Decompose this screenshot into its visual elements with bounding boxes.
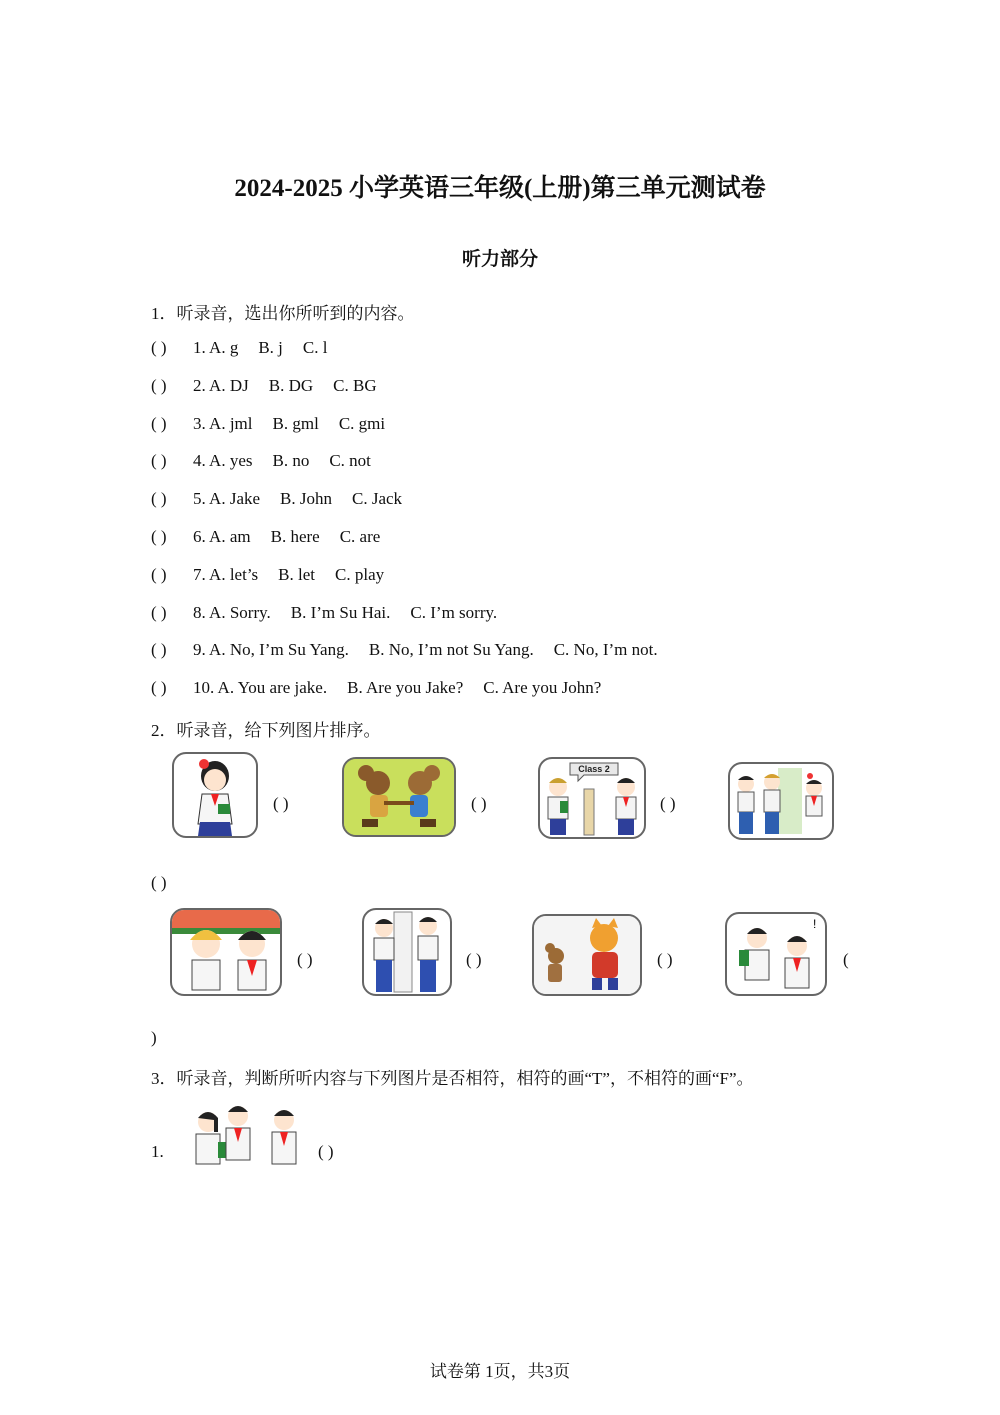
option-a: 7. A. let’s [193,565,259,584]
option-a: 10. A. You are jake. [193,678,328,697]
q1-item [151,565,404,585]
section-title: 听力部分 [461,249,538,270]
option-c: C. play [335,565,385,584]
answer-blank[interactable]: ( ) [151,678,167,697]
picture-three-students [728,762,834,840]
q1-item [151,414,405,434]
q1-item [151,489,422,509]
answer-blank[interactable]: ( ) [151,565,167,584]
option-b: B. Are you Jake? [347,678,464,697]
picture-two-boys-talking [725,912,827,996]
option-b: B. let [278,565,316,584]
option-a: 4. A. yes [193,451,253,470]
exam-title: 2024-2025 小学英语三年级(上册)第三单元测试卷 [234,175,766,202]
q2-instruction: 2．听录音，给下列图片排序。 [151,721,381,740]
q1-item [151,603,517,623]
answer-blank[interactable]: ( ) [151,338,167,357]
q2-close-paren[interactable]: ) [151,1028,157,1047]
q2-blank-6[interactable]: ( ) [466,950,482,969]
option-c: C. No, I’m not. [553,640,658,659]
q2-blank-5[interactable]: ( ) [297,950,313,969]
option-c: C. gmi [338,414,386,433]
option-c: C. Jack [352,489,403,508]
option-b: B. j [258,338,283,357]
q1-item [151,640,678,660]
option-b: B. DG [268,376,314,395]
q2-blank-7[interactable]: ( ) [657,950,673,969]
q3-item-number: 1. [151,1142,164,1161]
q1-item [151,376,397,396]
option-a: 3. A. jml [193,414,253,433]
option-b: B. no [272,451,310,470]
q2-blank-3[interactable]: ( ) [660,794,676,813]
q1-item [151,527,400,547]
option-b: B. John [280,489,333,508]
q3-blank-1[interactable]: ( ) [318,1142,334,1161]
option-c: C. are [339,527,381,546]
option-b: B. I’m Su Hai. [290,603,391,622]
picture-boy-and-girl-greeting [170,908,282,996]
picture-cat-and-mouse [532,914,642,996]
option-c: C. I’m sorry. [410,603,498,622]
option-a: 2. A. DJ [193,376,249,395]
q3-instruction: 3．听录音，判断所听内容与下列图片是否相符，相符的画“T”，不相符的画“F”。 [151,1069,754,1088]
option-a: 6. A. am [193,527,251,546]
svg-text:!: ! [813,917,817,931]
picture-boys-at-door [362,908,452,996]
option-c: C. Are you John? [483,678,602,697]
picture-two-mice-dancing [342,757,456,837]
option-a: 8. A. Sorry. [193,603,271,622]
option-c: C. BG [333,376,377,395]
q1-item [151,678,621,698]
answer-blank[interactable]: ( ) [151,640,167,659]
option-c: C. l [302,338,328,357]
page-footer: 试卷第 1页，共3页 [429,1362,571,1381]
option-a: 9. A. No, I’m Su Yang. [193,640,349,659]
option-b: B. gml [272,414,319,433]
picture-three-students-q3 [180,1098,304,1176]
q1-item [151,451,391,471]
answer-blank[interactable]: ( ) [151,527,167,546]
option-c: C. not [329,451,371,470]
answer-blank[interactable]: ( ) [151,603,167,622]
answer-blank[interactable]: ( ) [151,489,167,508]
q2-blank-1[interactable]: ( ) [273,794,289,813]
q1-instruction: 1．听录音，选出你所听到的内容。 [151,304,415,323]
picture-class-2-door [538,757,646,839]
q2-blank-4[interactable]: ( ) [151,873,167,892]
q2-open-paren[interactable]: ( [843,950,849,969]
q1-item [151,338,347,358]
answer-blank[interactable]: ( ) [151,414,167,433]
option-a: 1. A. g [193,338,239,357]
option-a: 5. A. Jake [193,489,261,508]
picture-girl-with-book [172,752,258,838]
answer-blank[interactable]: ( ) [151,376,167,395]
q2-blank-2[interactable]: ( ) [471,794,487,813]
option-b: B. here [270,527,320,546]
class-sign-text: Class 2 [578,764,610,774]
answer-blank[interactable]: ( ) [151,451,167,470]
option-b: B. No, I’m not Su Yang. [368,640,534,659]
